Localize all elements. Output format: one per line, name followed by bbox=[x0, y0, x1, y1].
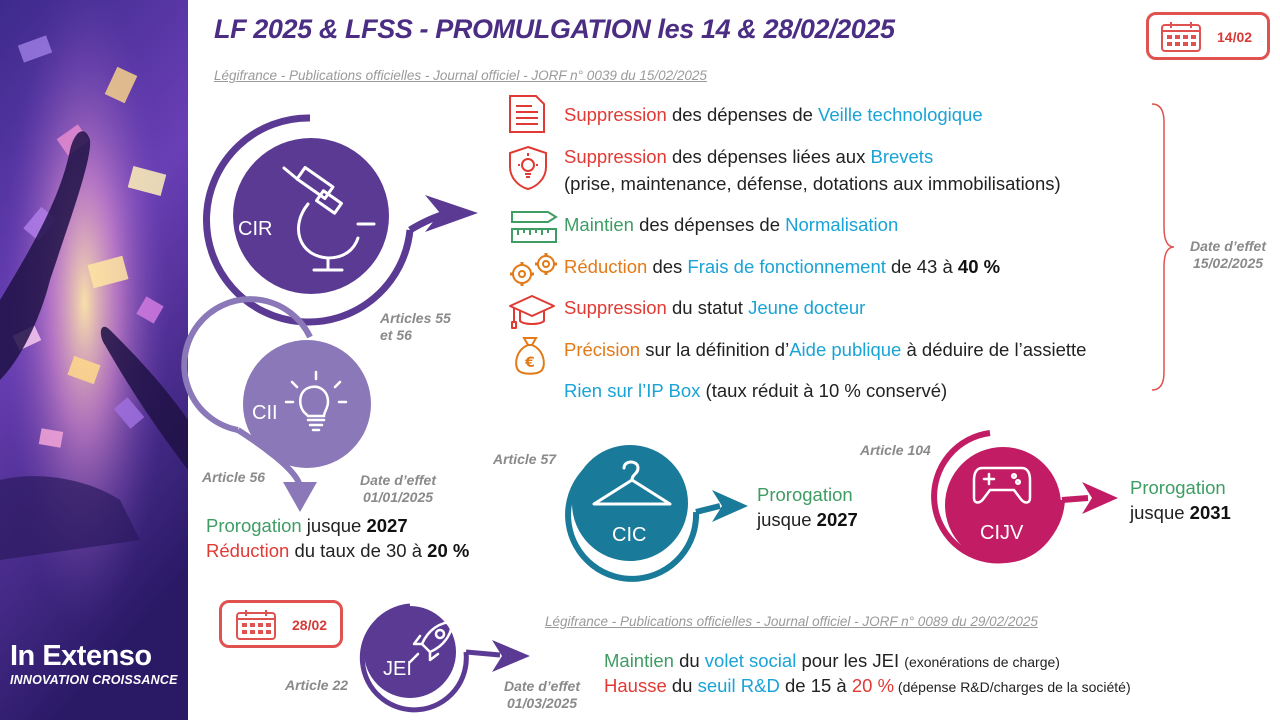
money-bag-euro-icon bbox=[512, 334, 548, 376]
cii-effect-date: Date d’effet 01/01/2025 bbox=[360, 472, 436, 505]
rocket-icon bbox=[406, 616, 458, 668]
source-link-top[interactable]: Légifrance - Publications officielles - Journal officiel - JORF n° 0039 du 15/02/2025 bbox=[214, 68, 707, 83]
cijv-prorogation: Prorogation bbox=[1130, 477, 1226, 498]
cic-until: jusque 2027 bbox=[757, 509, 858, 530]
brand-name: In Extenso bbox=[10, 640, 152, 672]
cic-prorogation: Prorogation bbox=[757, 484, 853, 505]
cir-item-normalisation: Maintien des dépenses de Normalisation bbox=[564, 214, 899, 235]
svg-text:€: € bbox=[525, 355, 535, 371]
cir-effect-date: Date d’effet 15/02/2025 bbox=[1190, 238, 1266, 271]
gamepad-icon bbox=[972, 462, 1032, 506]
jei-line-maintien: Maintien du volet social pour les JEI (exonérations de charge) bbox=[604, 650, 1060, 671]
document-icon bbox=[508, 94, 546, 134]
cir-item-aide-publique: Précision sur la définition d’Aide publique à déduire de l’assiette bbox=[564, 339, 1087, 360]
cic-article: Article 57 bbox=[493, 451, 557, 467]
cii-line-prorogation: Prorogation jusque 2027 bbox=[206, 515, 408, 536]
graduation-cap-icon bbox=[508, 294, 556, 330]
date-badge-top bbox=[1146, 12, 1270, 60]
calendar-icon bbox=[1161, 22, 1201, 52]
jei-effect-date: Date d’effet 01/03/2025 bbox=[504, 678, 580, 711]
cijv-article: Article 104 bbox=[860, 442, 931, 458]
cir-label: CIR bbox=[238, 218, 273, 240]
ruler-pencil-icon bbox=[510, 209, 558, 245]
cii-label: CII bbox=[252, 402, 278, 424]
jei-article: Article 22 bbox=[285, 677, 349, 693]
cijv-label: CIJV bbox=[980, 522, 1024, 544]
shield-bulb-icon bbox=[508, 145, 548, 191]
calendar-icon bbox=[236, 610, 276, 640]
cir-item-brevets-detail: (prise, maintenance, défense, dotations aux immobilisations) bbox=[564, 173, 1061, 194]
cic-label: CIC bbox=[612, 524, 647, 546]
cir-item-ip-box: Rien sur l’IP Box (taux réduit à 10 % conservé) bbox=[564, 380, 948, 401]
hanger-icon bbox=[590, 456, 674, 512]
cii-article: Article 56 bbox=[202, 469, 266, 485]
cijv-until: jusque 2031 bbox=[1130, 502, 1231, 523]
microscope-icon bbox=[278, 166, 378, 276]
date-badge-bottom bbox=[219, 600, 343, 648]
lightbulb-icon bbox=[284, 370, 348, 436]
page-title: LF 2025 & LFSS - PROMULGATION les 14 & 28/02/2025 bbox=[214, 14, 895, 44]
cir-item-veille: Suppression des dépenses de Veille technologique bbox=[564, 104, 983, 125]
cii-line-reduction: Réduction du taux de 30 à 20 % bbox=[206, 540, 470, 561]
cir-item-jeune-docteur: Suppression du statut Jeune docteur bbox=[564, 297, 866, 318]
hero-illustration bbox=[0, 0, 188, 720]
brand-logo bbox=[10, 640, 188, 688]
date-badge-top-text: 14/02 bbox=[1217, 29, 1253, 45]
cir-item-frais: Réduction des Frais de fonctionnement de 43 à 40 % bbox=[564, 256, 1001, 277]
brand-tagline: INNOVATION CROISSANCE bbox=[10, 673, 178, 687]
gears-icon bbox=[508, 252, 560, 288]
cir-articles: Articles 55 et 56 bbox=[380, 310, 451, 343]
source-link-bottom[interactable]: Légifrance - Publications officielles - Journal officiel - JORF n° 0089 du 29/02/2025 bbox=[545, 614, 1038, 629]
date-badge-bottom-text: 28/02 bbox=[292, 617, 328, 633]
jei-label: JEI bbox=[383, 658, 412, 680]
jei-line-hausse: Hausse du seuil R&D de 15 à 20 % (dépense R&D/charges de la société) bbox=[604, 675, 1131, 696]
cir-item-brevets: Suppression des dépenses liées aux Brevets bbox=[564, 146, 934, 167]
